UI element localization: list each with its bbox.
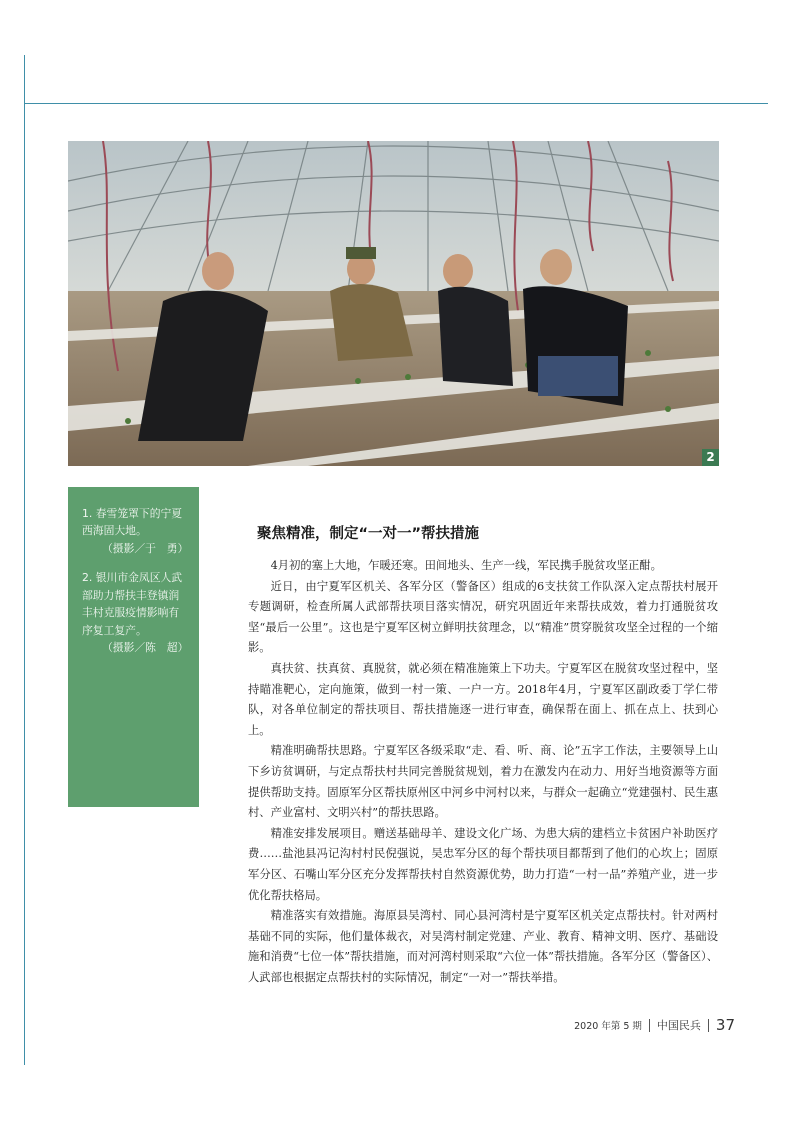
footer-divider	[708, 1019, 709, 1032]
caption-1-credit: （摄影／于 勇）	[102, 541, 189, 555]
photo-number: 2	[702, 449, 719, 466]
paragraph: 近日，由宁夏军区机关、各军分区（警备区）组成的6支扶贫工作队深入定点帮扶村展开专题调研，检查所属人武部帮扶项目落实情况，研究巩固近年来帮扶成效，着力打通脱贫攻坚“最后一公里”。这也是宁夏军区树立鲜明扶贫理念，以“精准”贯穿脱贫攻坚全过程的一个缩影。	[248, 579, 718, 655]
section-title: 聚焦精准，制定“一对一”帮扶措施	[257, 526, 480, 542]
header-rule	[24, 103, 768, 104]
paragraph: 4月初的塞上大地，乍暖还寒。田间地头、生产一线，军民携手脱贫攻坚正酣。	[270, 559, 662, 572]
magazine-name: 中国民兵	[656, 1019, 701, 1032]
caption-box	[68, 487, 199, 807]
page-footer	[574, 1016, 735, 1034]
article-body	[248, 556, 718, 988]
caption-1	[82, 505, 189, 557]
paragraph: 精准明确帮扶思路。宁夏军区各级采取“走、看、听、商、论”五字工作法，主要领导上山下乡访贫调研，与定点帮扶村共同完善脱贫规划，着力在激发内在动力、用好当地资源等方面提供帮助支持。固原军分区帮扶原州区中河乡中河村以来，与群众一起确立“党建强村、民生惠村、产业富村、文明兴村”的帮扶思路。	[248, 744, 718, 820]
caption-1-text: 1. 春雪笼罩下的宁夏西海固大地。	[82, 507, 183, 538]
page-number: 37	[715, 1016, 735, 1034]
paragraph: 精准安排发展项目。赠送基础母羊、建设文化广场、为患大病的建档立卡贫困户补助医疗费……盐池县冯记沟村村民倪强说，吴忠军分区的每个帮扶项目都帮到了他们的心坎上；固原军分区、石嘴山军分区充分发挥帮扶村自然资源优势，助力打造“一村一品”养殖产业，进一步优化帮扶格局。	[248, 826, 718, 902]
caption-2-credit: （摄影／陈 超）	[102, 641, 189, 655]
paragraph: 真扶贫、扶真贫、真脱贫，就必须在精准施策上下功夫。宁夏军区在脱贫攻坚过程中，坚持瞄准靶心，定向施策，做到一村一策、一户一方。2018年4月，宁夏军区副政委丁学仁带队，对各单位制定的帮扶项目、帮扶措施逐一进行审查，确保帮在面上、抓在点上、扶到心上。	[248, 661, 718, 737]
paragraph: 精准落实有效措施。海原县吴湾村、同心县河湾村是宁夏军区机关定点帮扶村。针对两村基础不同的实际，他们量体裁衣，对吴湾村制定党建、产业、教育、精神文明、医疗、基础设施和消费“七位一体”帮扶措施，而对河湾村则采取“六位一体”帮扶措施。各军分区（警备区）、人武部也根据定点帮扶村的实际情况，制定“一对一”帮扶举措。	[248, 909, 718, 984]
footer-divider	[649, 1019, 650, 1032]
vertical-rule	[24, 55, 25, 1065]
issue-label: 2020 年第 5 期	[574, 1021, 642, 1032]
caption-2	[82, 569, 189, 656]
caption-2-text: 2. 银川市金凤区人武部助力帮扶丰登镇润丰村克服疫情影响有序复工复产。	[82, 571, 183, 637]
greenhouse-photo	[68, 141, 719, 466]
photo-illustration	[68, 141, 719, 466]
